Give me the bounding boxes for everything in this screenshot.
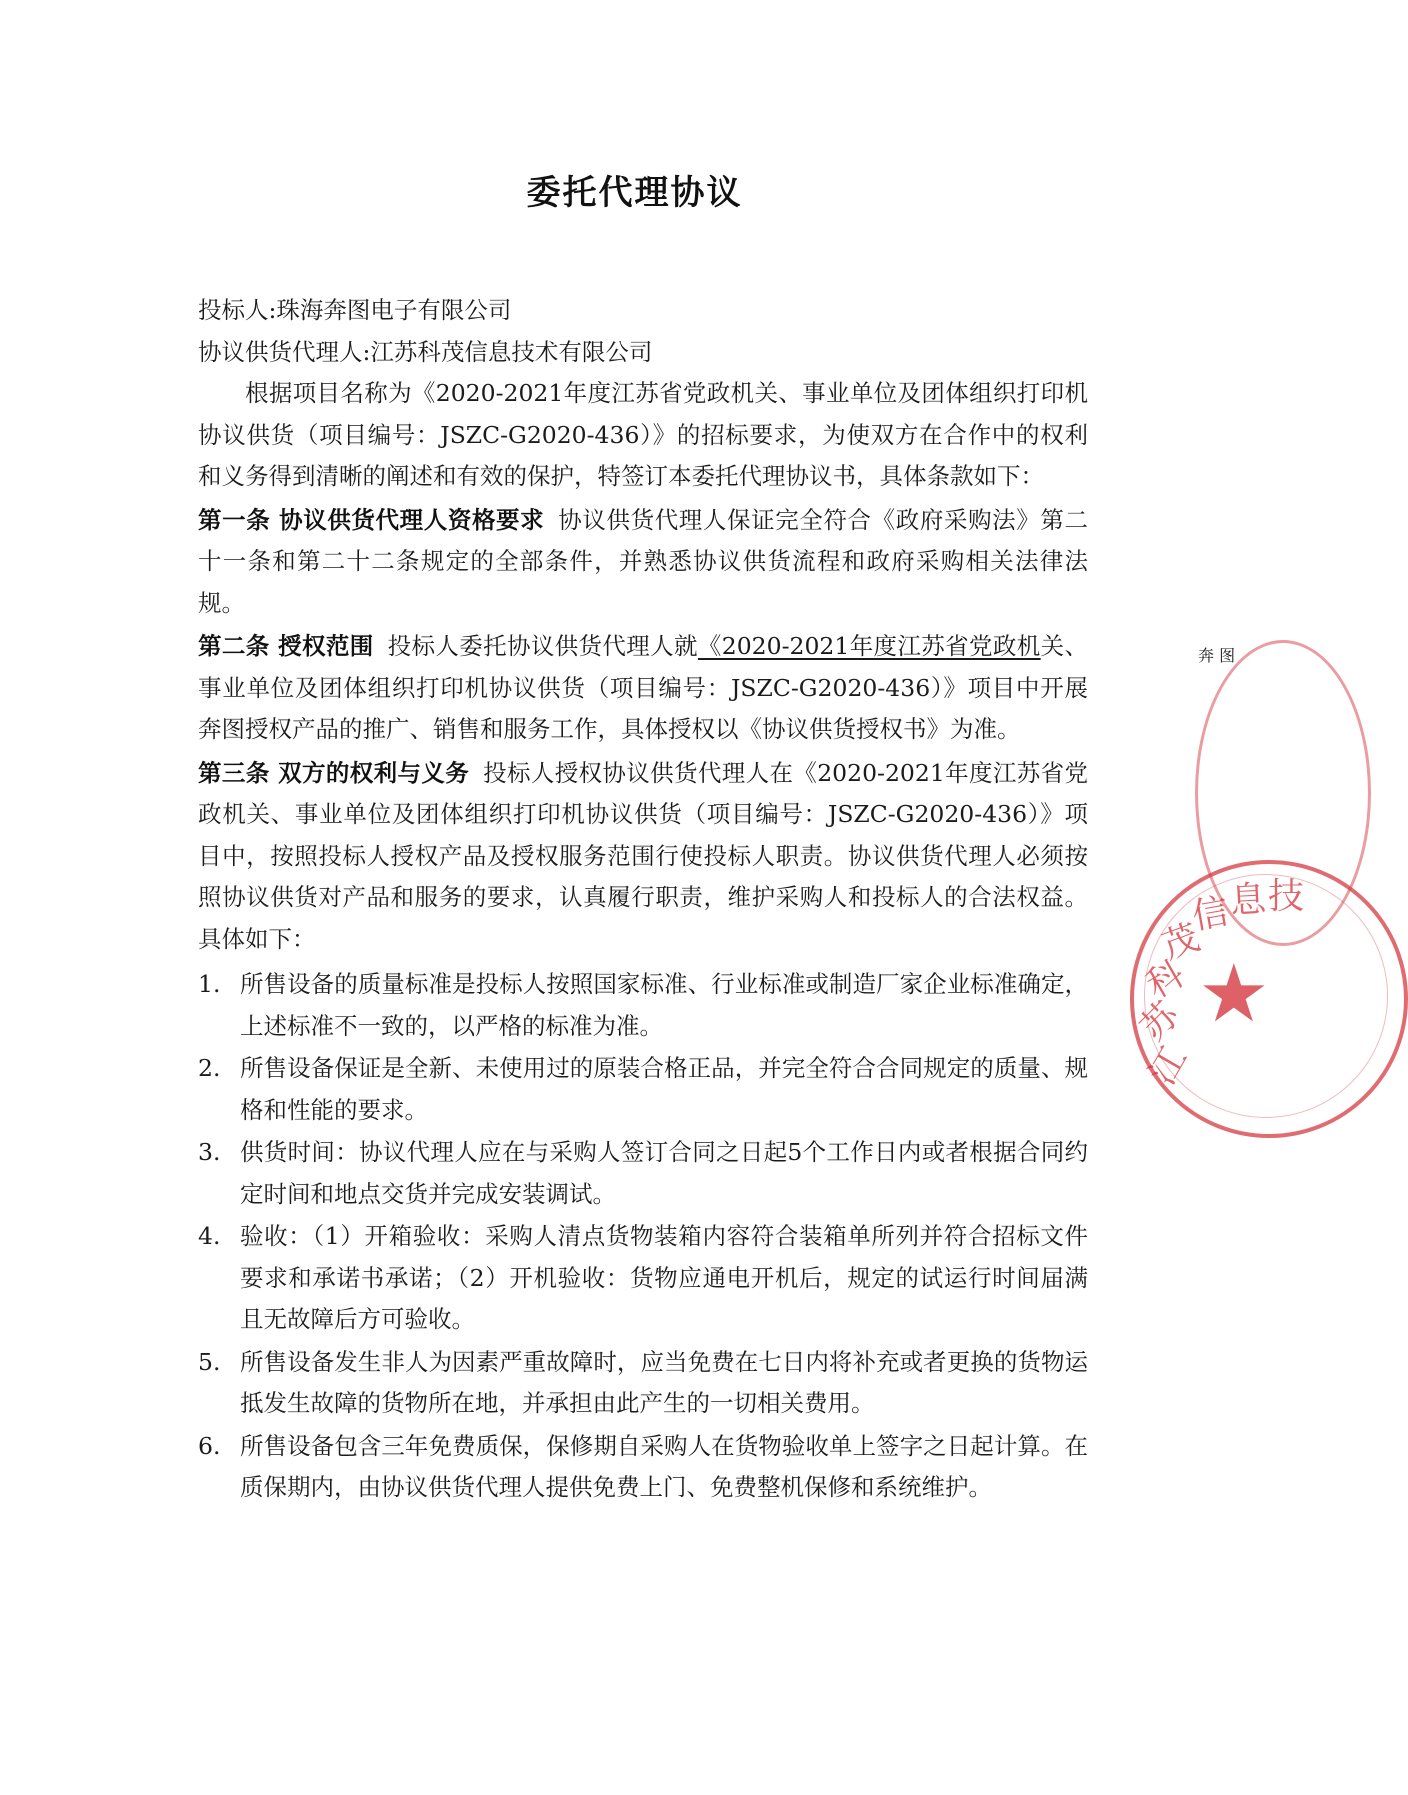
article-3	[198, 753, 1088, 961]
article-2	[198, 626, 1088, 751]
seal-upper-char: 图	[1219, 646, 1236, 665]
list-item-text: 验收：（1）开箱验收：采购人清点货物装箱内容符合装箱单所列并符合招标文件要求和承诺书承诺；（2）开机验收：货物应通电开机后，规定的试运行时间届满且无故障后方可验收。	[240, 1222, 1088, 1333]
document-body	[198, 290, 1088, 1510]
company-seal	[1130, 860, 1408, 1138]
list-item	[198, 1426, 1088, 1509]
document-title: 委托代理协议	[526, 173, 743, 213]
article-3-heading: 第三条 双方的权利与义务	[198, 758, 470, 787]
obligation-list	[198, 964, 1088, 1509]
article-2-heading: 第二条 授权范围	[198, 632, 374, 660]
list-item-text: 供货时间：协议代理人应在与采购人签订合同之日起5个工作日内或者根据合同约定时间和地点交货并完成安装调试。	[240, 1138, 1088, 1208]
article-1	[198, 500, 1088, 625]
article-2-body-prefix: 投标人委托协议供货代理人就	[387, 632, 698, 660]
list-item-number: 6.	[198, 1431, 221, 1460]
list-item-number: 1.	[198, 970, 221, 998]
seal-char: 茂	[1157, 916, 1205, 968]
agent-line: 协议供货代理人:江苏科茂信息技术有限公司	[198, 337, 653, 366]
list-item-text: 所售设备保证是全新、未使用过的原装合格正品，并完全符合合同规定的质量、规格和性能的要求。	[240, 1054, 1088, 1124]
article-1-heading: 第一条 协议供货代理人资格要求	[198, 505, 545, 534]
seal-char: 息	[1229, 879, 1268, 922]
seal-upper-char: 奔	[1198, 646, 1215, 665]
list-item-number: 2.	[198, 1054, 221, 1082]
list-item	[198, 964, 1088, 1047]
list-item-number: 4.	[198, 1222, 221, 1250]
list-item	[198, 1132, 1088, 1215]
article-2-body-underlined: 《2020-2021年度江苏省党政机	[697, 632, 1041, 660]
seal-char: 苏	[1132, 994, 1188, 1049]
list-item-number: 5.	[198, 1347, 221, 1376]
bidder-line: 投标人:珠海奔图电子有限公司	[198, 296, 512, 324]
list-item-text: 所售设备发生非人为因素严重故障时，应当免费在七日内将补充或者更换的货物运抵发生故障的货物所在地，并承担由此产生的一切相关费用。	[240, 1347, 1088, 1417]
article-3-body: 投标人授权协议供货代理人在《2020-2021年度江苏省党政机关、事业单位及团体组织打印机协议供货（项目编号：JSZC-G2020-436）》项目中，按照投标人授权产品及授权服务范围行使投标人职责。协议供货代理人必须按照协议供货对产品和服务的要求，认真履行职责，维护采购人和投标人的合法权益。具体如下：	[198, 758, 1088, 953]
list-item-text: 所售设备的质量标准是投标人按照国家标准、行业标准或制造厂家企业标准确定，上述标准不一致的，以严格的标准为准。	[240, 970, 1088, 1040]
seal-star-icon: ★	[1198, 947, 1270, 1040]
list-item	[198, 1048, 1088, 1131]
list-item	[198, 1342, 1088, 1425]
seal-char: 科	[1139, 953, 1192, 1007]
list-item-number: 3.	[198, 1138, 221, 1166]
seal-char: 技	[1268, 876, 1305, 917]
list-item-text: 所售设备包含三年免费质保，保修期自采购人在货物验收单上签字之日起计算。在质保期内，由协议供货代理人提供免费上门、免费整机保修和系统维护。	[240, 1431, 1088, 1501]
seal-char: 江	[1141, 1040, 1196, 1092]
article-1-body: 协议供货代理人保证完全符合《政府采购法》第二十一条和第二十二条规定的全部条件，并熟悉协议供货流程和政府采购相关法律法规。	[198, 505, 1089, 617]
intro-paragraph: 根据项目名称为《2020-2021年度江苏省党政机关、事业单位及团体组织打印机协议供货（项目编号：JSZC-G2020-436）》的招标要求，为使双方在合作中的权利和义务得到清晰的阐述和有效的保护，特签订本委托代理协议书，具体条款如下：	[198, 379, 1088, 490]
seal-char: 信	[1189, 891, 1232, 938]
list-item	[198, 1216, 1088, 1341]
article-2-body-suffix: 关、事业单位及团体组织打印机协议供货（项目编号：JSZC-G2020-436）》项目中开展奔图授权产品的推广、销售和服务工作，具体授权以《协议供货授权书》为准。	[198, 632, 1089, 743]
